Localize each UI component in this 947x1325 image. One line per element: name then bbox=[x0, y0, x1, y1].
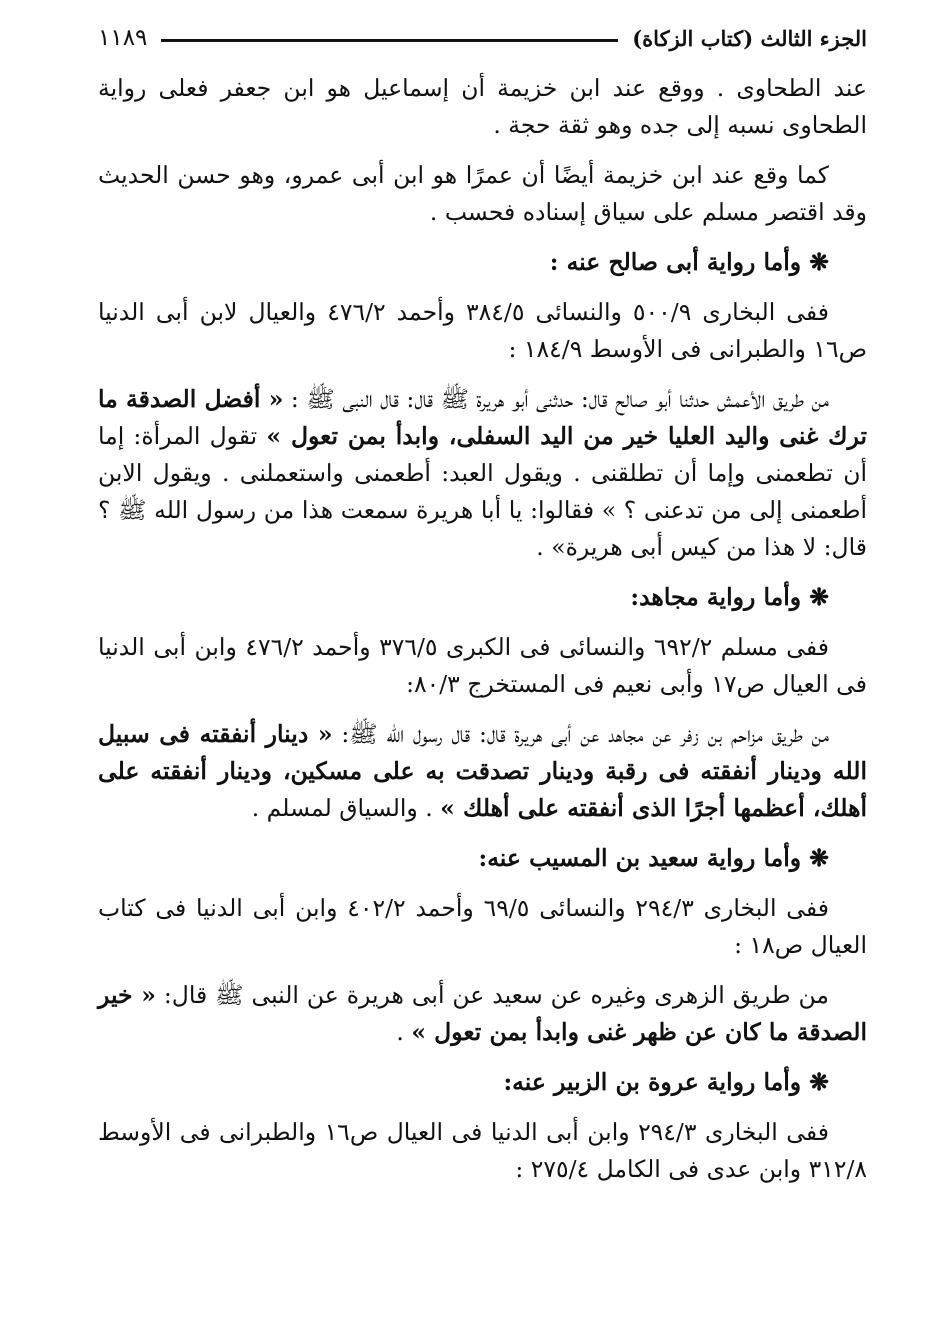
paragraph-text: ففى البخارى ٥٠٠/٩ والنسائى ٣٨٤/٥ وأحمد ٤٧٦/٢ والعيال لابن أبى الدنيا ص١٦ والطبرانى فى الأوسط ١٨٤/٩ : bbox=[98, 298, 867, 363]
section-heading-text: وأما رواية سعيد بن المسيب عنه: bbox=[478, 844, 802, 872]
paragraph bbox=[98, 629, 867, 703]
asterism-icon: ❋ bbox=[809, 583, 829, 611]
section-heading bbox=[98, 244, 867, 281]
asterism-icon: ❋ bbox=[809, 248, 829, 276]
paragraph bbox=[98, 381, 867, 566]
paragraph-text: من طريق مزاحم بن زفر عن مجاهد عن أبى هريرة قال: قال رسول الله ﷺ: bbox=[332, 720, 829, 748]
asterism-icon: ❋ bbox=[809, 1068, 829, 1096]
asterism-icon: ❋ bbox=[809, 844, 829, 872]
running-header-title: الجزء الثالث (كتاب الزكاة) bbox=[632, 25, 867, 51]
section-heading bbox=[98, 579, 867, 616]
hadith-quote: « خير الصدقة ما كان عن ظهر غنى وابدأ بمن تعول » bbox=[98, 981, 867, 1046]
paragraph-text: . bbox=[396, 1018, 412, 1046]
section-heading-text: وأما رواية مجاهد: bbox=[630, 583, 802, 611]
body-text bbox=[98, 70, 867, 1188]
header-rule bbox=[161, 39, 618, 42]
paragraph bbox=[98, 1114, 867, 1188]
paragraph-text: . والسياق لمسلم . bbox=[251, 794, 441, 822]
section-heading bbox=[98, 840, 867, 877]
paragraph bbox=[98, 157, 867, 231]
paragraph-text: عند الطحاوى . ووقع عند ابن خزيمة أن إسماعيل هو ابن جعفر فعلى رواية الطحاوى نسبه إلى جده وهو ثقة حجة . bbox=[98, 74, 867, 139]
paragraph bbox=[98, 977, 867, 1051]
section-heading-text: وأما رواية أبى صالح عنه : bbox=[549, 248, 802, 276]
paragraph bbox=[98, 890, 867, 964]
paragraph-text: ففى مسلم ٦٩٢/٢ والنسائى فى الكبرى ٣٧٦/٥ وأحمد ٤٧٦/٢ وابن أبى الدنيا فى العيال ص١٧ وأبى نعيم فى المستخرج ٨٠/٣: bbox=[98, 633, 867, 698]
page-number: ١١٨٩ bbox=[98, 25, 148, 51]
paragraph-text: من طريق الزهرى وغيره عن سعيد عن أبى هريرة عن النبى ﷺ قال: bbox=[155, 981, 829, 1009]
section-heading-text: وأما رواية عروة بن الزبير عنه: bbox=[503, 1068, 802, 1096]
hadith-quote: « دينار أنفقته فى سبيل الله ودينار أنفقته فى رقبة ودينار تصدقت به على مسكين، ودينار أنفقته على أهلك، أعظمها أجرًا الذى أنفقته على أهلك » bbox=[98, 720, 867, 822]
paragraph-text: من طريق الأعمش حدثنا أبو صالح قال: حدثنى أبو هريرة ﷺ قال: قال النبى ﷺ : bbox=[283, 385, 829, 413]
hadith-quote: « أفضل الصدقة ما ترك غنى واليد العليا خير من اليد السفلى، وابدأ بمن تعول » bbox=[98, 385, 867, 450]
paragraph-text: ففى البخارى ٢٩٤/٣ وابن أبى الدنيا فى العيال ص١٦ والطبرانى فى الأوسط ٣١٢/٨ وابن عدى فى الكامل ٢٧٥/٤ : bbox=[98, 1118, 867, 1183]
running-header bbox=[98, 18, 867, 58]
paragraph-text: ففى البخارى ٢٩٤/٣ والنسائى ٦٩/٥ وأحمد ٤٠٢/٢ وابن أبى الدنيا فى كتاب العيال ص١٨ : bbox=[98, 894, 867, 959]
paragraph-text: تقول المرأة: إما أن تطعمنى وإما أن تطلقنى . ويقول العبد: أطعمنى واستعملنى . ويقول الابن أطعمنى إلى من تدعنى ؟ » فقالوا: يا أبا هريرة سمعت هذا من رسول الله ﷺ ؟ قال: لا هذا من كيس أبى هريرة» . bbox=[98, 422, 867, 561]
paragraph bbox=[98, 70, 867, 144]
paragraph bbox=[98, 716, 867, 827]
paragraph-text: كما وقع عند ابن خزيمة أيضًا أن عمرًا هو ابن أبى عمرو، وهو حسن الحديث وقد اقتصر مسلم على سياق إسناده فحسب . bbox=[98, 161, 867, 226]
paragraph bbox=[98, 294, 867, 368]
section-heading bbox=[98, 1064, 867, 1101]
